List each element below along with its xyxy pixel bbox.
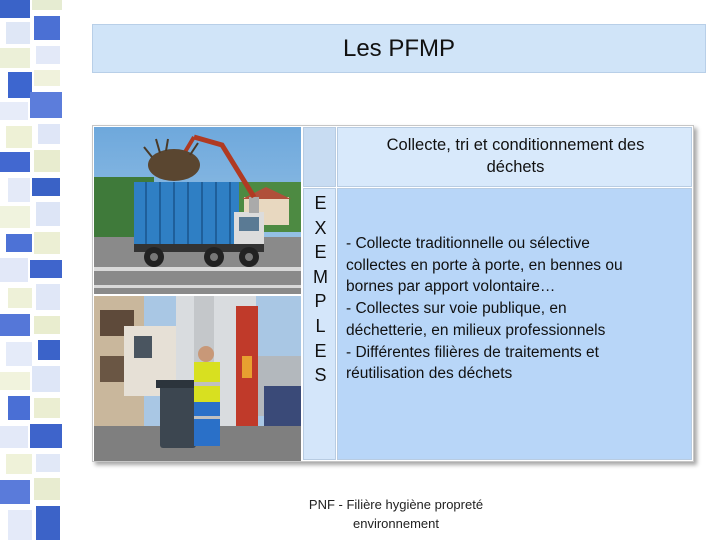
footer-line: PNF - Filière hygiène propreté (308, 497, 484, 512)
table-header-text (338, 134, 693, 178)
example-line: bornes par apport volontaire… (346, 278, 556, 296)
example-line: collectes en porte à porte, en bennes ou (346, 256, 623, 274)
side-letter: E (314, 340, 327, 361)
example-line: - Différentes filières de traitements et (346, 343, 599, 361)
example-line: - Collectes sur voie publique, en (346, 300, 567, 318)
side-letter: M (313, 266, 328, 287)
side-letter: E (314, 242, 327, 263)
side-letters-cell (303, 188, 336, 460)
table-header-cell (337, 127, 692, 187)
examples-list (346, 233, 690, 385)
slide-footer (280, 495, 512, 533)
side-letter: E (314, 193, 327, 213)
side-letter: P (314, 291, 327, 312)
side-letters (304, 191, 337, 388)
decorative-left-strip (0, 0, 70, 540)
side-letter: S (314, 365, 327, 386)
example-line: - Collecte traditionnelle ou sélective (346, 235, 590, 252)
truck-photo (94, 127, 301, 294)
info-table (303, 127, 692, 460)
slide-title-box (92, 24, 706, 73)
side-letter: L (315, 315, 326, 336)
table-body-cell (337, 188, 692, 460)
header-line: Collecte, tri et conditionnement des (386, 136, 645, 154)
footer-line: environnement (353, 516, 439, 531)
side-letter: X (314, 217, 327, 238)
example-line: déchetterie, en milieux professionnels (346, 321, 606, 339)
table-corner-cell (303, 127, 336, 187)
example-line: réutilisation des déchets (346, 365, 513, 383)
collector-photo (94, 296, 301, 461)
slide-title: Les PFMP (342, 34, 456, 62)
header-line: déchets (486, 158, 545, 176)
